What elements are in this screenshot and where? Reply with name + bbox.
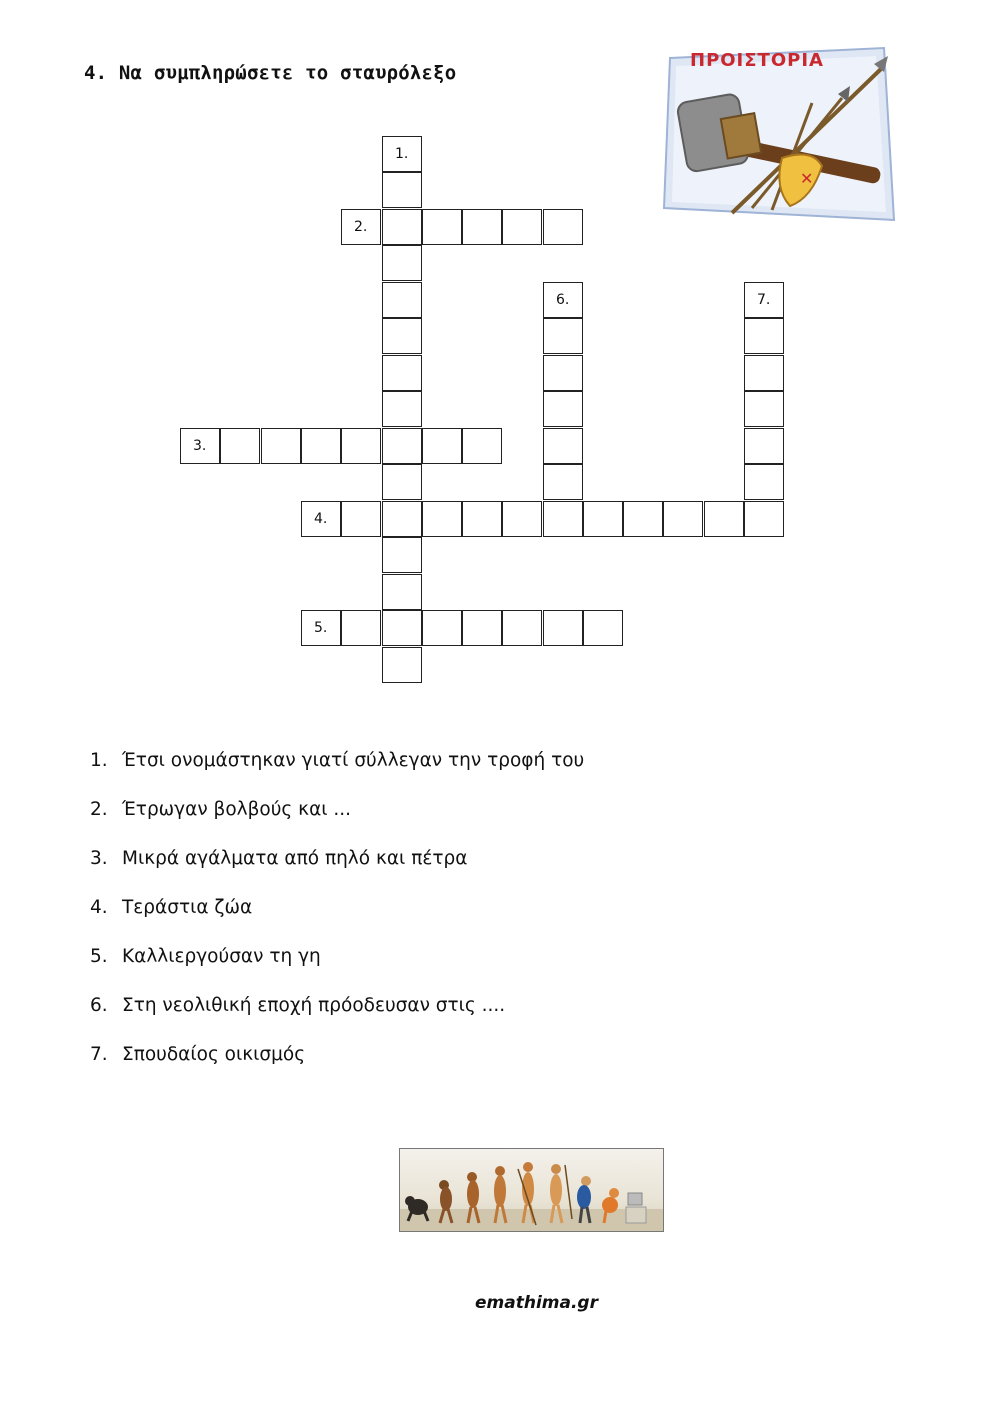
clue-number: 1. — [395, 146, 409, 162]
crossword-cell[interactable] — [382, 391, 422, 427]
clue-number: 2. — [354, 219, 368, 235]
crossword-cell[interactable] — [382, 282, 422, 318]
crossword-cell[interactable] — [744, 282, 784, 318]
clue-number: 7. — [757, 292, 771, 308]
crossword-cell[interactable] — [502, 610, 542, 646]
crossword-cell[interactable] — [382, 574, 422, 610]
clue-item — [90, 848, 584, 897]
crossword-cell[interactable] — [543, 209, 583, 245]
clue-item-text: Έτσι ονομάστηκαν γιατί σύλλεγαν την τροφή του — [122, 750, 585, 771]
crossword-cell[interactable] — [261, 428, 301, 464]
clue-item-text: Στη νεολιθική εποχή πρόοδευσαν στις .... — [122, 995, 506, 1016]
crossword-cell[interactable] — [744, 428, 784, 464]
crossword-cell[interactable] — [382, 172, 422, 208]
crossword-cell[interactable] — [744, 355, 784, 391]
clue-item-number: 3. — [90, 848, 108, 869]
clue-item-number: 5. — [90, 946, 108, 967]
clue-number: 6. — [556, 292, 570, 308]
crossword-cell[interactable] — [382, 209, 422, 245]
crossword-cell[interactable] — [301, 501, 341, 537]
crossword-cell[interactable] — [341, 610, 381, 646]
footer-site-label: emathima.gr — [475, 1293, 598, 1313]
crossword-cell[interactable] — [623, 501, 663, 537]
prehistory-logo — [662, 38, 898, 226]
clue-number: 3. — [193, 438, 207, 454]
clue-item — [90, 946, 584, 995]
crossword-cell[interactable] — [744, 391, 784, 427]
crossword-cell[interactable] — [382, 318, 422, 354]
crossword-cell[interactable] — [382, 136, 422, 172]
crossword-cell[interactable] — [462, 428, 502, 464]
crossword-cell[interactable] — [502, 501, 542, 537]
crossword-cell[interactable] — [462, 501, 502, 537]
clue-item — [90, 1044, 584, 1093]
clue-item-number: 1. — [90, 750, 108, 771]
crossword-cell[interactable] — [543, 282, 583, 318]
crossword-cell[interactable] — [382, 610, 422, 646]
crossword-cell[interactable] — [382, 537, 422, 573]
crossword-cell[interactable] — [543, 501, 583, 537]
clue-item — [90, 897, 584, 946]
crossword-cell[interactable] — [744, 464, 784, 500]
logo-text: ΠΡΟΙΣΤΟΡΙΑ — [690, 50, 824, 71]
clue-item-number: 4. — [90, 897, 108, 918]
clue-number: 5. — [314, 620, 328, 636]
crossword-cell[interactable] — [744, 501, 784, 537]
crossword-cell[interactable] — [341, 501, 381, 537]
crossword-cell[interactable] — [744, 318, 784, 354]
crossword-cell[interactable] — [382, 245, 422, 281]
clue-item-text: Έτρωγαν βολβούς και ... — [122, 799, 352, 820]
crossword-cell[interactable] — [422, 209, 462, 245]
crossword-cell[interactable] — [543, 464, 583, 500]
crossword-cell[interactable] — [422, 428, 462, 464]
crossword-cell[interactable] — [543, 391, 583, 427]
crossword-cell[interactable] — [422, 501, 462, 537]
crossword-cell[interactable] — [422, 610, 462, 646]
crossword-cell[interactable] — [301, 610, 341, 646]
clue-item-text: Καλλιεργούσαν τη γη — [122, 946, 321, 967]
clue-item-number: 6. — [90, 995, 108, 1016]
crossword-cell[interactable] — [341, 428, 381, 464]
crossword-cell[interactable] — [583, 501, 623, 537]
crossword-cell[interactable] — [543, 318, 583, 354]
crossword-cell[interactable] — [382, 647, 422, 683]
crossword-cell[interactable] — [583, 610, 623, 646]
page-title: 4. Να συμπληρώσετε το σταυρόλεξο — [84, 62, 457, 84]
crossword-cell[interactable] — [220, 428, 260, 464]
crossword-cell[interactable] — [543, 428, 583, 464]
clue-item — [90, 750, 584, 799]
clue-item — [90, 995, 584, 1044]
clue-item-text: Σπουδαίος οικισμός — [122, 1044, 306, 1065]
crossword-cell[interactable] — [502, 209, 542, 245]
clue-list — [90, 750, 584, 1093]
clue-item-text: Τεράστια ζώα — [122, 897, 253, 918]
crossword-cell[interactable] — [462, 610, 502, 646]
crossword-cell[interactable] — [382, 428, 422, 464]
crossword-cell[interactable] — [704, 501, 744, 537]
svg-text:✕: ✕ — [800, 169, 814, 188]
crossword-cell[interactable] — [382, 501, 422, 537]
crossword-cell[interactable] — [382, 355, 422, 391]
crossword-cell[interactable] — [462, 209, 502, 245]
clue-item-number: 7. — [90, 1044, 108, 1065]
clue-number: 4. — [314, 511, 328, 527]
crossword-cell[interactable] — [543, 355, 583, 391]
human-evolution-image — [399, 1148, 664, 1232]
crossword-cell[interactable] — [341, 209, 381, 245]
crossword-cell[interactable] — [382, 464, 422, 500]
crossword-cell[interactable] — [543, 610, 583, 646]
clue-item-number: 2. — [90, 799, 108, 820]
crossword-cell[interactable] — [663, 501, 703, 537]
clue-item-text: Μικρά αγάλματα από πηλό και πέτρα — [122, 848, 468, 869]
crossword-cell[interactable] — [180, 428, 220, 464]
evolution-figures — [400, 1149, 664, 1232]
crossword-cell[interactable] — [301, 428, 341, 464]
clue-item — [90, 799, 584, 848]
